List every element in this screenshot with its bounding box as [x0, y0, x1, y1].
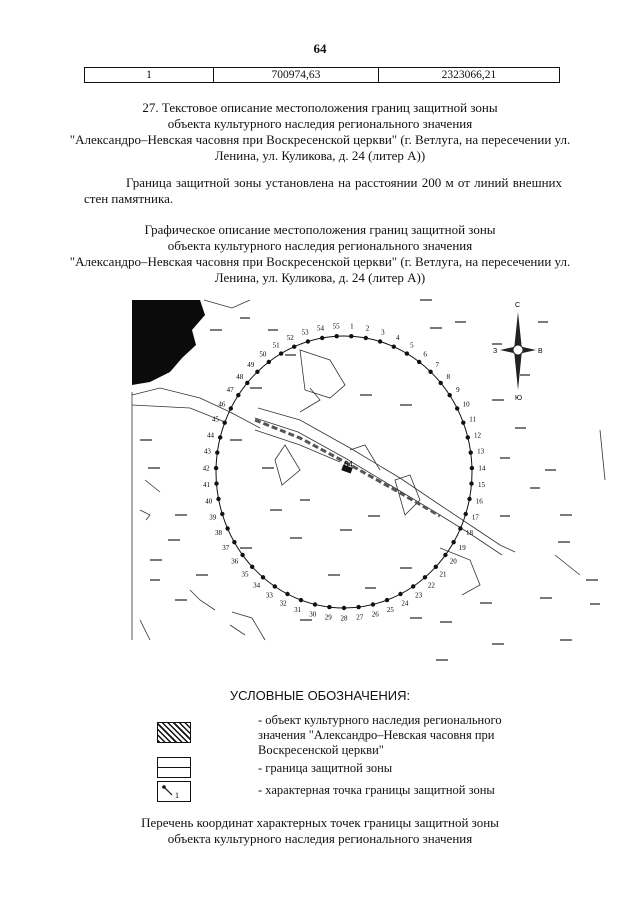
boundary-point [313, 602, 317, 606]
boundary-point-label: 50 [259, 350, 267, 359]
legend-text-line: значения "Александро–Невская часовня при [258, 728, 495, 742]
map-dark-area [132, 300, 205, 385]
boundary-point [470, 466, 474, 470]
boundary-point [220, 512, 224, 516]
boundary-point-label: 23 [415, 591, 423, 600]
boundary-point-label: 54 [317, 324, 324, 333]
legend-item-boundary: - граница защитной зоны [258, 761, 393, 775]
boundary-point [469, 481, 473, 485]
boundary-point-label: 7 [435, 360, 440, 369]
boundary-point-label: 17 [471, 513, 479, 522]
boundary-point-label: 20 [449, 557, 457, 566]
boundary-point [261, 575, 265, 579]
boundary-point [378, 339, 382, 343]
graphic-title-line: "Александро–Невская часовня при Воскресенской церкви" (г. Ветлуга, на пересечении ул. [69, 254, 571, 269]
boundary-point [451, 540, 455, 544]
legend-text-line: Воскресенской церкви" [258, 743, 384, 757]
boundary-point-label: 28 [340, 614, 348, 623]
boundary-point [335, 334, 339, 338]
boundary-point-label: 13 [477, 447, 485, 456]
boundary-point-label: 33 [265, 591, 273, 600]
boundary-point-label: 10 [462, 400, 470, 409]
boundary-point-label: 21 [439, 570, 447, 579]
boundary-point-label: 46 [218, 400, 226, 409]
boundary-point [448, 393, 452, 397]
boundary-point [273, 584, 277, 588]
boundary-point [364, 336, 368, 340]
boundary-point-label: 19 [458, 543, 466, 552]
boundary-point-label: 43 [203, 447, 211, 456]
boundary-point-label: 51 [272, 341, 280, 350]
boundary-point-label: 6 [423, 350, 427, 359]
boundary-point [461, 421, 465, 425]
boundary-point-label: 45 [211, 415, 219, 424]
compass-north: С [515, 302, 521, 309]
zone-paragraph: Граница защитной зоны установлена на расстоянии 200 м от линий внешних стен памятника. [84, 175, 562, 206]
boundary-point-label: 35 [241, 570, 249, 579]
zone-boundary [203, 323, 486, 623]
boundary-point-label: 39 [209, 513, 217, 522]
boundary-point-label: 8 [446, 372, 451, 381]
table-cell-x: 700974,63 [214, 68, 379, 83]
boundary-point [229, 406, 233, 410]
boundary-point-label: 48 [236, 372, 244, 381]
boundary-point [299, 598, 303, 602]
boundary-point [464, 512, 468, 516]
boundary-point [469, 450, 473, 454]
boundary-point [250, 565, 254, 569]
boundary-point-label: 18 [466, 529, 473, 538]
legend-boundary-symbol [157, 757, 191, 778]
boundary-point-label: 14 [478, 464, 486, 473]
boundary-point [218, 435, 222, 439]
boundary-point [349, 334, 353, 338]
boundary-point [225, 526, 229, 530]
boundary-point [385, 598, 389, 602]
boundary-point-label: 29 [324, 613, 332, 622]
boundary-point-label: 24 [401, 599, 409, 608]
legend-heritage-symbol [157, 722, 191, 743]
legend-text-line: - объект культурного наследия регионального [258, 713, 502, 727]
graphic-title-line: Графическое описание местоположения границ защитной зоны [144, 222, 496, 237]
boundary-point-label: 52 [286, 334, 294, 342]
graphic-title-line: объекта культурного наследия регионального значения [167, 238, 473, 253]
boundary-point-label: 25 [386, 606, 394, 614]
boundary-point-label: 31 [294, 606, 302, 614]
boundary-point [214, 481, 218, 485]
boundary-point-label: 30 [309, 610, 317, 619]
boundary-point-label: 47 [226, 386, 234, 395]
boundary-point [392, 345, 396, 349]
footer-line: Перечень координат характерных точек границы защитной зоны [141, 815, 499, 830]
boundary-point-label: 40 [205, 497, 213, 506]
boundary-point [428, 370, 432, 374]
boundary-point [320, 336, 324, 340]
table-cell-y: 2323066,21 [378, 68, 559, 83]
boundary-point-label: 41 [203, 481, 210, 489]
boundary-point [371, 602, 375, 606]
boundary-point [267, 360, 271, 364]
boundary-point-label: 32 [279, 599, 287, 608]
boundary-point [292, 345, 296, 349]
boundary-point-label: 36 [231, 557, 239, 566]
boundary-point-label: 44 [207, 431, 214, 440]
boundary-point-label: 12 [474, 431, 481, 440]
boundary-point [279, 351, 283, 355]
boundary-point-label: 38 [215, 529, 222, 538]
section-title-line: Ленина, ул. Куликова, д. 24 (литер А)) [214, 148, 426, 163]
compass-east: В [538, 348, 543, 355]
boundary-point-label: 9 [456, 386, 460, 395]
boundary-point [443, 553, 447, 557]
boundary-point-label: 16 [475, 497, 483, 506]
boundary-point-label: 53 [301, 328, 309, 337]
boundary-point [417, 360, 421, 364]
boundary-point-label: 22 [427, 581, 435, 590]
boundary-point-label: 1 [350, 322, 354, 331]
footer-line: объекта культурного наследия регионального значения [167, 831, 473, 846]
boundary-point-label: 37 [222, 543, 230, 552]
point-symbol-label: 1 [175, 791, 179, 800]
boundary-point-label: 27 [356, 613, 364, 622]
boundary-point [455, 406, 459, 410]
boundary-point [232, 540, 236, 544]
compass-south: Ю [515, 395, 523, 402]
boundary-point-label: 11 [469, 415, 476, 424]
section-title-line: "Александро–Невская часовня при Воскресенской церкви" (г. Ветлуга, на пересечении ул. [69, 132, 571, 147]
boundary-point-label: 15 [478, 481, 485, 489]
boundary-point-label: 49 [247, 360, 255, 369]
boundary-point [405, 351, 409, 355]
point-symbol-icon [158, 782, 190, 801]
compass-rose [493, 302, 543, 402]
boundary-point [466, 435, 470, 439]
zone-boundary-line [216, 336, 472, 608]
boundary-point [214, 466, 218, 470]
legend-point-symbol [157, 781, 191, 802]
legend-item-point: - характерная точка границы защитной зоны [258, 783, 495, 797]
compass-west: З [493, 348, 498, 355]
legend-item-heritage [258, 713, 502, 758]
boundary-point [215, 450, 219, 454]
boundary-point-label: 2 [365, 324, 370, 333]
boundary-point-label: 4 [395, 334, 400, 342]
boundary-point [240, 553, 244, 557]
boundary-point [342, 606, 346, 610]
boundary-point [411, 584, 415, 588]
boundary-point-label: 26 [371, 610, 379, 619]
boundary-point-label: 34 [253, 581, 261, 590]
boundary-point [467, 497, 471, 501]
boundary-point [306, 339, 310, 343]
section-title-line: 27. Текстовое описание местоположения границ защитной зоны [142, 100, 498, 115]
boundary-point [458, 526, 462, 530]
table-cell-point: 1 [85, 68, 214, 83]
boundary-point-label: 5 [410, 341, 414, 350]
boundary-point [398, 592, 402, 596]
boundary-point [434, 565, 438, 569]
boundary-point [223, 421, 227, 425]
boundary-point [285, 592, 289, 596]
boundary-point [327, 605, 331, 609]
boundary-point [245, 381, 249, 385]
page-number: 64 [313, 41, 327, 56]
boundary-point [236, 393, 240, 397]
boundary-point [216, 497, 220, 501]
boundary-point [356, 605, 360, 609]
graphic-title-line: Ленина, ул. Куликова, д. 24 (литер А)) [214, 270, 426, 285]
boundary-point-label: 42 [202, 464, 210, 473]
boundary-point [255, 370, 259, 374]
boundary-point-label: 3 [381, 328, 385, 337]
heritage-object-marker [341, 460, 353, 474]
boundary-point [423, 575, 427, 579]
boundary-point [439, 381, 443, 385]
section-title-line: объекта культурного наследия регионального значения [167, 116, 473, 131]
coordinates-list-title [40, 815, 600, 847]
legend-title: УСЛОВНЫЕ ОБОЗНАЧЕНИЯ: [229, 688, 411, 703]
heritage-object-label: 64 [344, 460, 353, 469]
boundary-point-label: 55 [332, 322, 340, 331]
